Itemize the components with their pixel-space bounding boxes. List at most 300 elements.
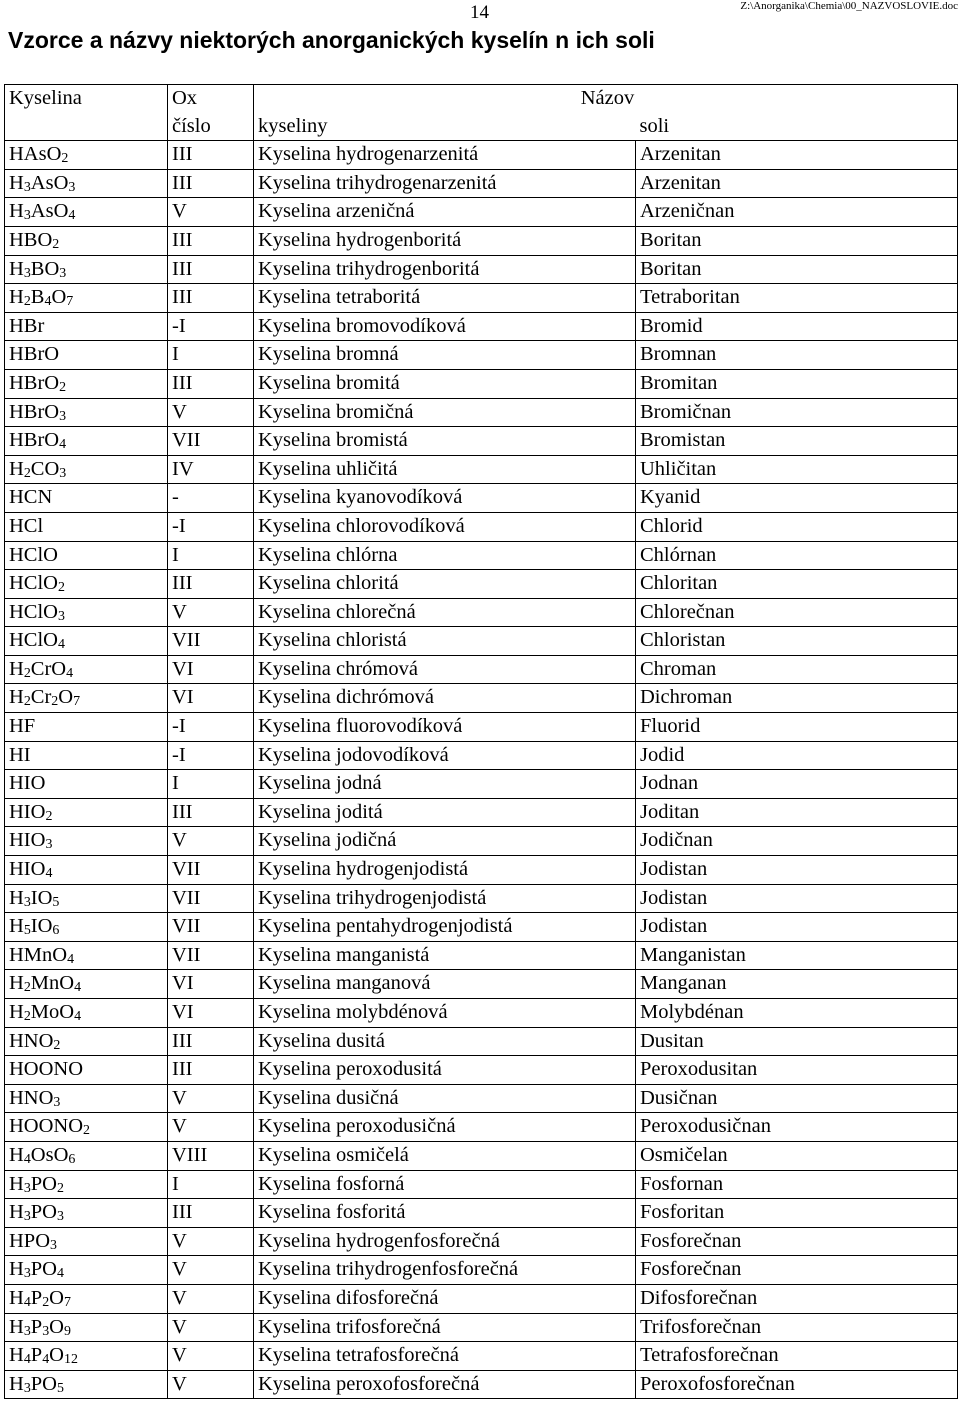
formula-cell [5,1284,168,1313]
oxidation-state-cell: V [168,198,254,227]
oxidation-state-cell: -I [168,741,254,770]
table-row [5,455,958,484]
formula-cell [5,284,168,313]
oxidation-state-cell: V [168,827,254,856]
formula-cell [5,312,168,341]
formula-text: HCN [9,486,53,509]
table-row [5,284,958,313]
salt-name-cell: Chlorečnan [636,598,958,627]
formula-subscript: 4 [42,1352,50,1368]
salt-name-cell: Tetrafosforečnan [636,1342,958,1371]
formula-text: HCl [9,514,44,537]
formula-text: HBrO [9,400,60,423]
formula-subscript: 3 [68,179,76,195]
formula-text: H [9,915,24,938]
formula-cell [5,1113,168,1142]
formula-subscript: 3 [45,837,53,853]
oxidation-state-cell: IV [168,455,254,484]
formula-subscript: 3 [23,1266,31,1282]
acid-name-cell: Kyselina hydrogenboritá [254,226,636,255]
acid-name-cell: Kyselina manganistá [254,941,636,970]
salt-name-cell: Peroxodusitan [636,1056,958,1085]
file-path: Z:\Anorganika\Chemia\00_NAZVOSLOVIE.doc [740,0,958,12]
formula-cell [5,1342,168,1371]
acid-rows [5,141,958,1399]
formula-text: H [9,1286,24,1309]
salt-name-cell: Fosforitan [636,1199,958,1228]
formula-text: H [9,1315,24,1338]
table-row [5,341,958,370]
formula-subscript: 3 [23,1380,31,1396]
formula-subscript: 2 [23,1009,31,1025]
oxidation-state-cell: III [168,570,254,599]
oxidation-state-cell: -I [168,512,254,541]
table-row [5,684,958,713]
formula-text: BO [30,257,60,280]
formula-subscript: 4 [74,980,82,996]
oxidation-state-cell: V [168,1084,254,1113]
formula-cell [5,1227,168,1256]
formula-text: HIO [9,858,46,881]
oxidation-state-cell: VI [168,970,254,999]
table-row [5,627,958,656]
formula-subscript: 2 [23,465,31,481]
oxidation-state-cell: III [168,169,254,198]
acid-name-cell: Kyselina jodná [254,770,636,799]
oxidation-state-cell: VII [168,913,254,942]
formula-cell [5,1256,168,1285]
formula-cell [5,369,168,398]
oxidation-state-cell: III [168,1027,254,1056]
formula-subscript: 4 [44,294,52,310]
salt-name-cell: Peroxodusičnan [636,1113,958,1142]
salt-name-cell: Dusitan [636,1027,958,1056]
salt-name-cell: Tetraboritan [636,284,958,313]
salt-name-cell: Arzenitan [636,141,958,170]
formula-text: H [9,1172,24,1195]
salt-name-cell: Fosforečnan [636,1227,958,1256]
formula-subscript: 3 [23,265,31,281]
formula-text: AsO [30,171,69,194]
salt-name-cell: Chroman [636,655,958,684]
oxidation-state-cell: VII [168,856,254,885]
acid-name-cell: Kyselina dusičná [254,1084,636,1113]
formula-subscript: 2 [52,237,60,253]
formula-text: H [9,457,24,480]
formula-text: IO [30,915,53,938]
table-row [5,1370,958,1399]
acid-name-cell: Kyselina chloristá [254,627,636,656]
table-row [5,884,958,913]
oxidation-state-cell: VII [168,884,254,913]
table-row [5,570,958,599]
formula-text: H [9,686,24,709]
oxidation-state-cell: VII [168,627,254,656]
acid-name-cell: Kyselina tetraboritá [254,284,636,313]
acid-name-cell: Kyselina tetrafosforečná [254,1342,636,1371]
table-row [5,999,958,1028]
formula-cell [5,398,168,427]
acid-name-cell: Kyselina jodičná [254,827,636,856]
table-row [5,1141,958,1170]
table-row [5,1342,958,1371]
formula-cell [5,741,168,770]
acid-name-cell: Kyselina hydrogenarzenitá [254,141,636,170]
table-row [5,1170,958,1199]
formula-text: OsO [30,1143,69,1166]
oxidation-state-cell: - [168,484,254,513]
oxidation-state-cell: VI [168,999,254,1028]
table-row [5,1113,958,1142]
formula-cell [5,541,168,570]
formula-cell [5,455,168,484]
table-row [5,1027,958,1056]
page-number: 14 [470,2,489,23]
header-kyselina-cont [5,113,168,141]
formula-text: H [9,1143,24,1166]
formula-cell [5,226,168,255]
oxidation-state-cell: I [168,770,254,799]
formula-text: MnO [30,972,75,995]
formula-cell [5,1056,168,1085]
formula-text: HNO [9,1086,54,1109]
formula-text: H [9,1344,24,1367]
formula-subscript: 3 [23,179,31,195]
formula-subscript: 3 [50,1237,57,1253]
salt-name-cell: Jodičnan [636,827,958,856]
table-row [5,941,958,970]
formula-text: H [9,657,24,680]
formula-text: HIO [9,772,46,795]
salt-name-cell: Arzeničnan [636,198,958,227]
formula-subscript: 4 [57,637,65,653]
formula-text: H [9,286,24,309]
formula-subscript: 2 [23,980,31,996]
oxidation-state-cell: V [168,1113,254,1142]
formula-subscript: 7 [73,694,81,710]
acid-name-cell: Kyselina arzeničná [254,198,636,227]
formula-text: HNO [9,1029,54,1052]
acid-name-cell: Kyselina hydrogenjodistá [254,856,636,885]
formula-text: HBrO [9,371,60,394]
table-row [5,198,958,227]
table-row [5,1227,958,1256]
table-row [5,512,958,541]
formula-subscript: 3 [59,465,67,481]
table-row [5,913,958,942]
oxidation-state-cell: -I [168,713,254,742]
formula-cell [5,713,168,742]
formula-subscript: 6 [52,923,60,939]
acid-name-cell: Kyselina hydrogenfosforečná [254,1227,636,1256]
salt-name-cell: Bromitan [636,369,958,398]
acid-name-cell: Kyselina trifosforečná [254,1313,636,1342]
formula-subscript: 2 [51,694,59,710]
salt-name-cell: Jodistan [636,856,958,885]
salt-name-cell: Boritan [636,226,958,255]
table-row [5,770,958,799]
salt-name-cell: Chlórnan [636,541,958,570]
formula-text: HPO [9,1229,51,1252]
acid-name-cell: Kyselina peroxofosforečná [254,1370,636,1399]
formula-text: HBrO [9,429,60,452]
formula-subscript: 2 [53,1037,61,1053]
formula-subscript: 4 [68,208,76,224]
formula-text: PO [30,1258,57,1281]
salt-name-cell: Jodistan [636,913,958,942]
acid-name-cell: Kyselina uhličitá [254,455,636,484]
formula-text: HClO [9,543,58,566]
acid-name-cell: Kyselina difosforečná [254,1284,636,1313]
acid-name-cell: Kyselina chlorečná [254,598,636,627]
table-row [5,1084,958,1113]
oxidation-state-cell: III [168,798,254,827]
acid-name-cell: Kyselina trihydrogenboritá [254,255,636,284]
formula-subscript: 3 [23,1209,31,1225]
salt-name-cell: Bromistan [636,427,958,456]
salt-name-cell: Osmičelan [636,1141,958,1170]
formula-subscript: 3 [57,1209,64,1225]
formula-text: O [58,686,74,709]
table-row [5,1256,958,1285]
oxidation-state-cell: V [168,398,254,427]
acid-name-cell: Kyselina pentahydrogenjodistá [254,913,636,942]
formula-subscript: 3 [23,1180,31,1196]
formula-cell [5,770,168,799]
acid-name-cell: Kyselina joditá [254,798,636,827]
formula-subscript: 2 [42,1295,50,1311]
formula-subscript: 2 [23,694,31,710]
acid-name-cell: Kyselina fosforitá [254,1199,636,1228]
oxidation-state-cell: V [168,1313,254,1342]
header-kyseliny: kyseliny [254,113,636,141]
oxidation-state-cell: VIII [168,1141,254,1170]
formula-text: HBrO [9,343,60,366]
formula-cell [5,827,168,856]
oxidation-state-cell: III [168,369,254,398]
oxidation-state-cell: III [168,141,254,170]
salt-name-cell: Uhličitan [636,455,958,484]
formula-subscript: 4 [57,1266,64,1282]
table-row [5,1313,958,1342]
table-row [5,713,958,742]
acid-name-cell: Kyselina kyanovodíková [254,484,636,513]
salt-name-cell: Dichroman [636,684,958,713]
formula-text: HBO [9,228,53,251]
header-ox: Ox [168,85,254,113]
formula-text: MoO [30,1001,75,1023]
formula-text: HClO [9,629,58,652]
oxidation-state-cell: III [168,226,254,255]
formula-subscript: 2 [23,294,31,310]
oxidation-state-cell: I [168,541,254,570]
formula-cell [5,655,168,684]
formula-text: HOONO [9,1115,84,1138]
acid-name-cell: Kyselina chlórna [254,541,636,570]
table-row [5,169,958,198]
formula-text: PO [30,1372,57,1395]
formula-cell [5,884,168,913]
oxidation-state-cell: III [168,255,254,284]
acid-name-cell: Kyselina jodovodíková [254,741,636,770]
oxidation-state-cell: -I [168,312,254,341]
formula-subscript: 5 [52,894,60,910]
formula-cell [5,970,168,999]
formula-subscript: 3 [57,608,65,624]
oxidation-state-cell: I [168,1170,254,1199]
oxidation-state-cell: V [168,1256,254,1285]
header-row-1 [5,85,958,113]
header-soli: soli [636,113,958,141]
table-row [5,541,958,570]
oxidation-state-cell: VII [168,427,254,456]
acid-name-cell: Kyselina molybdénová [254,999,636,1028]
salt-name-cell: Boritan [636,255,958,284]
formula-subscript: 4 [23,1352,31,1368]
formula-subscript: 12 [63,1352,78,1368]
formula-text: IO [30,886,53,909]
formula-cell [5,198,168,227]
salt-name-cell: Dusičnan [636,1084,958,1113]
table-row [5,141,958,170]
formula-cell [5,999,168,1028]
formula-text: HOONO [9,1058,84,1081]
formula-text: P [30,1315,43,1338]
salt-name-cell: Jodnan [636,770,958,799]
table-row [5,970,958,999]
formula-text: P [30,1344,43,1367]
formula-subscript: 3 [23,894,31,910]
salt-name-cell: Bromičnan [636,398,958,427]
oxidation-state-cell: V [168,1342,254,1371]
formula-subscript: 2 [57,580,65,596]
table-row [5,655,958,684]
salt-name-cell: Difosforečnan [636,1284,958,1313]
table-row [5,856,958,885]
formula-subscript: 4 [59,437,67,453]
formula-text: HMnO [9,943,68,966]
formula-subscript: 4 [45,866,53,882]
oxidation-state-cell: V [168,1370,254,1399]
table-row [5,369,958,398]
acid-name-cell: Kyselina chloritá [254,570,636,599]
formula-subscript: 3 [59,408,67,424]
acid-name-cell: Kyselina peroxodusičná [254,1113,636,1142]
table-row [5,598,958,627]
acid-name-cell: Kyselina fosforná [254,1170,636,1199]
oxidation-state-cell: III [168,1199,254,1228]
formula-cell [5,484,168,513]
acid-name-cell: Kyselina bromitá [254,369,636,398]
formula-cell [5,512,168,541]
salt-name-cell: Joditan [636,798,958,827]
formula-subscript: 4 [23,1152,31,1168]
oxidation-state-cell: III [168,284,254,313]
formula-text: CrO [30,657,67,680]
formula-cell [5,341,168,370]
salt-name-cell: Jodistan [636,884,958,913]
formula-text: O [49,1344,64,1367]
salt-name-cell: Manganan [636,970,958,999]
formula-text: HAsO [9,143,62,166]
formula-cell [5,1170,168,1199]
formula-text: AsO [30,200,69,223]
table-row [5,312,958,341]
acid-name-cell: Kyselina peroxodusitá [254,1056,636,1085]
formula-cell [5,856,168,885]
formula-text: H [9,1001,24,1023]
formula-text: H [9,200,24,223]
oxidation-state-cell: VII [168,941,254,970]
acid-name-cell: Kyselina bromistá [254,427,636,456]
formula-text: H [9,171,24,194]
formula-text: H [9,1372,24,1395]
acid-name-cell: Kyselina trihydrogenfosforečná [254,1256,636,1285]
formula-text: H [9,1258,24,1281]
acid-name-cell: Kyselina trihydrogenarzenitá [254,169,636,198]
formula-subscript: 3 [23,208,31,224]
acid-table [4,84,958,1399]
formula-subscript: 4 [23,1295,31,1311]
formula-text: P [30,1286,43,1309]
salt-name-cell: Peroxofosforečnan [636,1370,958,1399]
formula-cell [5,427,168,456]
formula-subscript: 5 [57,1380,64,1396]
formula-subscript: 3 [42,1323,50,1339]
table-row [5,427,958,456]
formula-text: PO [30,1172,57,1195]
table-row [5,827,958,856]
acid-name-cell: Kyselina trihydrogenjodistá [254,884,636,913]
acid-name-cell: Kyselina dusitá [254,1027,636,1056]
formula-text: H [9,886,24,909]
salt-name-cell: Fosfornan [636,1170,958,1199]
formula-subscript: 2 [61,151,69,167]
header-kyselina: Kyselina [5,85,168,113]
salt-name-cell: Manganistan [636,941,958,970]
formula-subscript: 2 [59,380,67,396]
acid-name-cell: Kyselina chrómová [254,655,636,684]
salt-name-cell: Fluorid [636,713,958,742]
formula-text: Cr [30,686,52,709]
table-row [5,1199,958,1228]
formula-cell [5,1084,168,1113]
formula-text: HBr [9,314,45,337]
acid-name-cell: Kyselina bromovodíková [254,312,636,341]
formula-text: HIO [9,829,46,852]
formula-cell [5,798,168,827]
table-row [5,255,958,284]
salt-name-cell: Jodid [636,741,958,770]
formula-text: O [51,286,67,309]
table-row [5,1056,958,1085]
formula-cell [5,598,168,627]
formula-subscript: 3 [23,1323,31,1339]
salt-name-cell: Arzenitan [636,169,958,198]
document-title: Vzorce a názvy niektorých anorganických kyselín n ich soli [8,27,655,53]
salt-name-cell: Chlorid [636,512,958,541]
formula-cell [5,1313,168,1342]
salt-name-cell: Bromnan [636,341,958,370]
formula-subscript: 3 [53,1094,61,1110]
formula-subscript: 7 [66,294,74,310]
formula-text: CO [30,457,60,480]
formula-cell [5,913,168,942]
acid-name-cell: Kyselina fluorovodíková [254,713,636,742]
formula-subscript: 2 [83,1123,90,1139]
salt-name-cell: Trifosforečnan [636,1313,958,1342]
formula-text: HIO [9,800,46,823]
